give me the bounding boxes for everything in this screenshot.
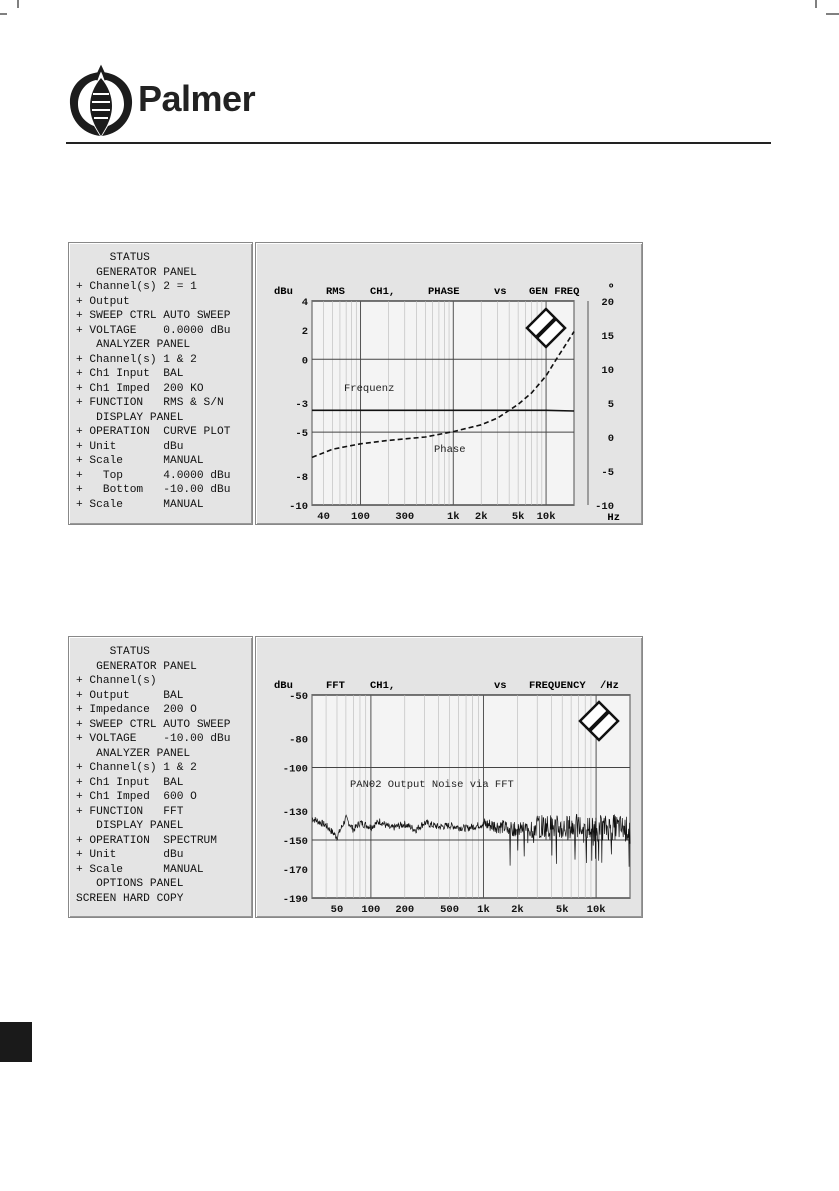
x-tick-label: 200 [395, 904, 415, 916]
status1-line: + VOLTAGE 0.0000 dBu [76, 324, 231, 337]
y2-tick-label: -5 [601, 467, 614, 479]
status-text-2 [69, 637, 252, 906]
annotation-noise: PAN02 Output Noise via FFT [350, 779, 514, 791]
x-tick-label: 2k [511, 904, 524, 916]
status1-line: + SWEEP CTRL AUTO SWEEP [76, 310, 231, 322]
status2-line: SCREEN HARD COPY [76, 892, 184, 905]
status1-line: + FUNCTION RMS & S/N [76, 397, 224, 409]
status2-line: + OPERATION SPECTRUM [76, 834, 217, 847]
y2-tick-label: -10 [595, 501, 614, 513]
vs-label: vs [494, 286, 507, 298]
chart-panel-2 [255, 636, 643, 918]
x-tick-label: 500 [440, 904, 460, 916]
y-tick-label: -150 [282, 836, 308, 848]
x-unit-label: Hz [607, 512, 620, 524]
x-tick-label: 100 [351, 511, 370, 523]
status2-line: + Ch1 Imped 600 O [76, 791, 197, 803]
status-panel-1 [68, 242, 253, 525]
y-tick-label: -50 [289, 691, 308, 703]
y-tick-label: 0 [301, 355, 308, 368]
status1-line: + Ch1 Input BAL [76, 368, 184, 380]
y2-unit-label: º [608, 283, 615, 295]
status1-line: + Bottom -10.00 dBu [76, 484, 231, 496]
x-tick-label: 2k [474, 511, 488, 523]
x-name-label: FREQUENCY [529, 680, 586, 692]
status1-line: ANALYZER PANEL [76, 339, 191, 351]
y-tick-label: -190 [282, 894, 308, 906]
brand-name: Palmer [138, 78, 256, 119]
channel-label: CH1, [370, 680, 396, 692]
x-name-label: GEN FREQ [529, 286, 580, 298]
y2-tick-label: 20 [601, 297, 614, 309]
status1-line: + Channel(s) 2 = 1 [76, 281, 197, 293]
status-text-1 [69, 243, 252, 512]
y-tick-label: -80 [289, 734, 308, 747]
frequency-phase-chart [256, 243, 642, 524]
status2-line: GENERATOR PANEL [76, 660, 197, 673]
y2-tick-label: 10 [601, 365, 614, 377]
status2-line: DISPLAY PANEL [76, 820, 184, 832]
x-tick-label: 1k [446, 511, 460, 523]
y-tick-label: 2 [301, 326, 308, 339]
status2-line: + Channel(s) 1 & 2 [76, 762, 197, 774]
status1-line: + Channel(s) 1 & 2 [76, 353, 197, 366]
x-tick-label: 100 [361, 904, 381, 916]
measure-label: RMS [326, 286, 345, 298]
y-tick-label: -3 [295, 399, 308, 411]
status1-line: STATUS [76, 252, 150, 264]
series-line [312, 410, 574, 411]
y2-tick-label: 0 [607, 433, 614, 445]
status2-line: + Scale MANUAL [76, 863, 204, 876]
y-unit-label: dBu [274, 680, 293, 692]
channel-label: CH1, [370, 286, 396, 298]
y2-tick-label: 15 [601, 331, 614, 343]
x-tick-label: 10k [536, 511, 556, 523]
x-tick-label: 40 [317, 511, 330, 523]
x-tick-label: 5k [511, 511, 525, 523]
chart-panel-1 [255, 242, 643, 525]
measure-label: FFT [326, 680, 345, 692]
status1-line: + OPERATION CURVE PLOT [76, 426, 231, 438]
status1-line: + Output [76, 295, 130, 308]
y-tick-label: -5 [295, 428, 308, 441]
x-tick-label: 1k [477, 904, 490, 916]
status2-line: + VOLTAGE -10.00 dBu [76, 733, 231, 745]
y-tick-label: -100 [282, 763, 308, 776]
vs-label: vs [494, 680, 507, 692]
status2-line: OPTIONS PANEL [76, 878, 184, 890]
y2-tick-label: 5 [607, 399, 614, 411]
status2-line: + SWEEP CTRL AUTO SWEEP [76, 718, 231, 731]
y-tick-label: 4 [301, 297, 308, 309]
annotation-frequenz: Frequenz [344, 383, 395, 395]
status2-line: + Output BAL [76, 689, 184, 702]
y2-name-label: PHASE [428, 286, 460, 298]
status1-line: GENERATOR PANEL [76, 266, 197, 279]
status1-line: + Scale MANUAL [76, 455, 204, 467]
header-rule [66, 142, 771, 144]
y-unit-label: dBu [274, 286, 293, 298]
status1-line: + Ch1 Imped 200 KO [76, 382, 204, 395]
status1-line: + Scale MANUAL [76, 498, 204, 511]
page-side-tab [0, 1022, 32, 1062]
status2-line: + Channel(s) [76, 675, 157, 687]
x-tick-label: 300 [395, 511, 415, 523]
annotation-phase: Phase [434, 444, 466, 456]
fft-noise-chart [256, 637, 642, 917]
status1-line: + Top 4.0000 dBu [76, 469, 231, 482]
status1-line: + Unit dBu [76, 440, 184, 453]
crop-marks [0, 0, 839, 30]
x-tick-label: 10k [586, 904, 606, 916]
y-tick-label: -130 [282, 807, 308, 819]
x-unit-label: /Hz [600, 680, 619, 692]
status2-line: + Ch1 Input BAL [76, 776, 184, 789]
x-tick-label: 50 [330, 904, 344, 916]
status2-line: STATUS [76, 646, 150, 658]
status2-line: + Impedance 200 O [76, 704, 197, 716]
status2-line: ANALYZER PANEL [76, 747, 191, 760]
y-tick-label: -8 [295, 471, 308, 484]
status1-line: DISPLAY PANEL [76, 411, 184, 424]
x-tick-label: 5k [555, 904, 569, 916]
status2-line: + FUNCTION FFT [76, 805, 184, 818]
y-tick-label: -10 [289, 501, 308, 513]
status2-line: + Unit dBu [76, 849, 184, 861]
status-panel-2 [68, 636, 253, 918]
y-tick-label: -170 [282, 865, 308, 877]
